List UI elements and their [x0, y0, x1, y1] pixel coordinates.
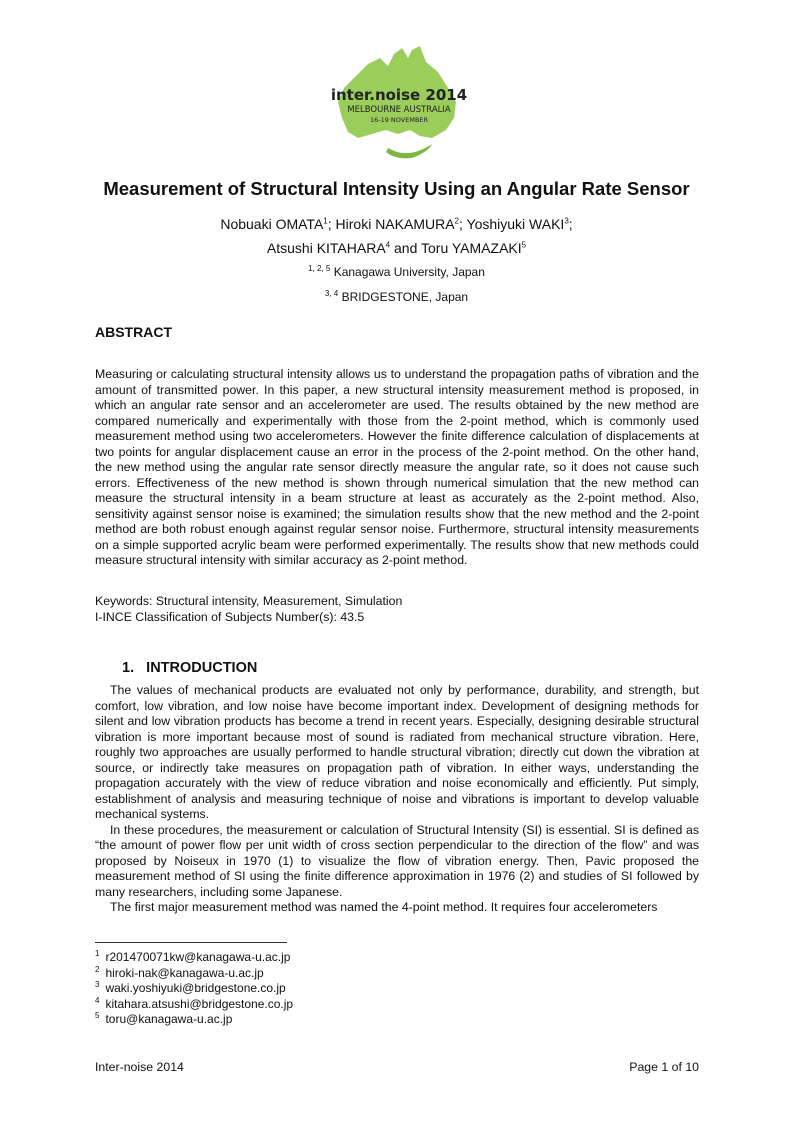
footnote: $^4$ kitahara.atsushi@bridgestone.co.jp — [95, 995, 294, 1011]
logo-line2: MELBOURNE AUSTRALIA — [347, 105, 451, 115]
author-name: Nobuaki OMATA — [220, 216, 324, 232]
author-sup: 4 — [385, 240, 391, 250]
introduction-body — [95, 683, 699, 916]
keywords: Keywords: Structural intensity, Measurement, Simulation — [95, 594, 403, 608]
author-name: Yoshiyuki WAKI — [466, 216, 565, 232]
author-line-1: Nobuaki OMATA$^1$; Hiroki NAKAMURA$^2$; Yoshiyuki WAKI$^3$; — [220, 216, 573, 232]
footnote-email[interactable]: r201470071kw@kanagawa-u.ac.jp — [105, 950, 291, 964]
paragraph: In these procedures, the measurement or calculation of Structural Intensity (SI) is essential. SI is defined as “the amount of power flow per unit width of cross section perpendicular to the direction of the flow” and was proposed by Noiseux in 1970 (1) to visualize the flow of vibration energy. Then, Pavic proposed the measurement method of SI using the finite difference approximation in 1976 (2) and studies of SI followed by many researchers, including some Japanese. — [95, 822, 699, 899]
footnote: $^1$ r201470071kw@kanagawa-u.ac.jp — [95, 949, 291, 964]
boomerang-icon — [386, 144, 432, 158]
footnote-email[interactable]: waki.yoshiyuki@bridgestone.co.jp — [105, 981, 286, 996]
abstract-heading: ABSTRACT — [95, 324, 172, 340]
paragraph: The first major measurement method was named the 4-point method. It requires four accelerometers — [110, 900, 658, 914]
author-name: Hiroki NAKAMURA — [335, 216, 455, 232]
author-sup: 2 — [454, 216, 459, 226]
logo-line3: 16-19 NOVEMBER — [369, 116, 429, 124]
affiliation: $^{1, 2, 5}$ Kanagawa University, Japan — [308, 264, 485, 279]
author-sup: 5 — [521, 240, 527, 250]
paper-title: Measurement of Structural Intensity Using an Angular Rate Sensor — [103, 178, 690, 199]
author-sup: 3 — [564, 216, 569, 226]
conference-logo — [328, 44, 470, 164]
footnotes — [95, 950, 293, 1028]
australia-map-icon — [328, 44, 470, 164]
footnote-email[interactable]: toru@kanagawa-u.ac.jp — [105, 1012, 233, 1027]
footnote-divider — [95, 942, 287, 943]
paragraph: The values of mechanical products are evaluated not only by performance, durability, and strength, but comfort, low vibration, and low noise have become important index. Development of designing methods for silent and low vibration products has become a trend in recent years. Especially, designing desirable structural vibration is more important because most of sound is radiated from mechanical structure vibration. Here, roughly two approaches are usually performed to handle structural vibration; directly cut down the vibration at source, or indirectly take measures on propagation path of vibration. In either ways, understanding the propagation accurately with the view of reduce vibration and noise economically and efficiently. Put simply, establishment of analysis and measuring technique of noise and vibrations is important to develop valuable mechanical systems. — [95, 683, 699, 821]
footer-conference: Inter-noise 2014 — [95, 1060, 184, 1074]
footnote-email[interactable]: kitahara.atsushi@bridgestone.co.jp — [105, 996, 294, 1011]
logo-line1: inter.noise 2014 — [330, 86, 468, 104]
affiliation: $^{3, 4}$ BRIDGESTONE, Japan — [324, 289, 469, 304]
abstract-text: Measuring or calculating structural intensity allows us to understand the propagation paths of vibration and the amount of transmitted power. In this paper, a new structural intensity measurement method is proposed, in which an angular rate sensor and an accelerometer are used. The results obtained by the new method are compared numerically and experimentally with those from the 2-point method, which is commonly used measurement method using two accelerometers. However the finite difference calculation of displacements at two points for angular displacement cause an error in the process of the 2-point method. On the other hand, the new method using the angular rate sensor directly measure the angular rate, so it does not cause such errors. Effectiveness of the new method is shown through numerical simulation that the new method can measure the structural intensity in a beam structure at least as accurately as the 2-point method. Also, sensitivity against sensor noise is examined; the simulation results show that the new method and the 2-point method are both robust enough against regular sensor noise. Furthermore, structural intensity measurements on a simple supported acrylic beam were performed experimentally. The results show that new methods could measure structural intensity with similar accuracy as 2-point method. — [95, 367, 699, 567]
footnote: $^3$ waki.yoshiyuki@bridgestone.co.jp — [95, 980, 286, 996]
author-name: Atsushi KITAHARA — [266, 240, 386, 256]
footnote: $^2$ hiroki-nak@kanagawa-u.ac.jp — [95, 964, 264, 980]
footnote: $^5$ toru@kanagawa-u.ac.jp — [95, 1011, 233, 1027]
footnote-email[interactable]: hiroki-nak@kanagawa-u.ac.jp — [105, 965, 264, 980]
author-name: Toru YAMAZAKI — [421, 240, 522, 256]
author-sup: 1 — [323, 216, 328, 226]
section-heading-introduction: 1. INTRODUCTION — [122, 660, 258, 676]
author-line-2: Atsushi KITAHARA$^4$ and Toru YAMAZAKI$^5$ — [266, 240, 527, 256]
footer-page-number: Page 1 of 10 — [629, 1060, 699, 1074]
classification: I-INCE Classification of Subjects Number(s): 43.5 — [95, 610, 365, 624]
